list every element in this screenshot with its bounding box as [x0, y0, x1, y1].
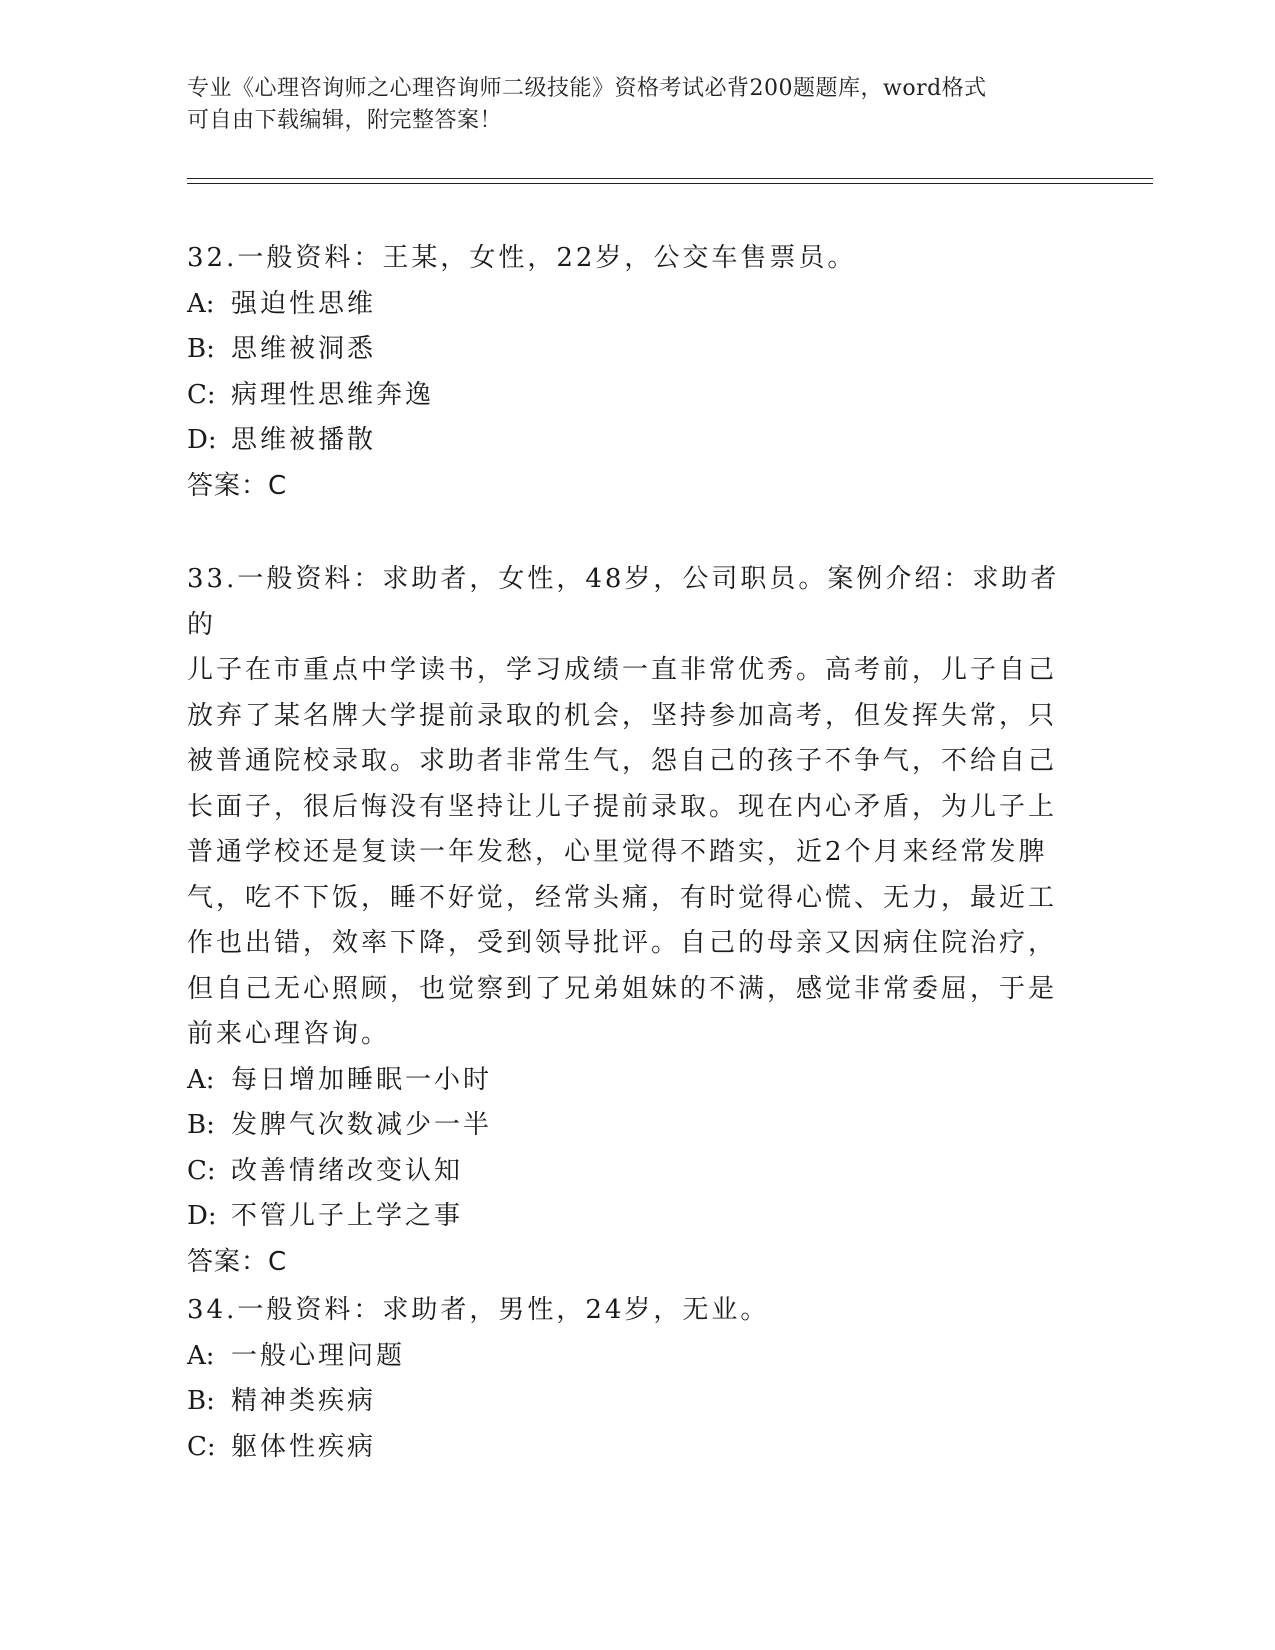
option-a — [187, 1058, 1087, 1104]
option-key: C: — [187, 1155, 216, 1186]
option-c — [187, 1149, 1087, 1195]
option-key: B: — [187, 1110, 215, 1140]
option-key: B: — [187, 334, 215, 364]
option-text: 一般心理问题 — [231, 1340, 406, 1371]
question-stem-line: 前来心理咨询。 — [187, 1019, 391, 1049]
question-stem: 32.一般资料：王某，女性，22岁，公交车售票员。 — [187, 243, 857, 273]
option-a — [187, 282, 1087, 328]
question-stem-line: 普通学校还是复读一年发愁，心里觉得不踏实，近2个月来经常发脾 — [187, 837, 1048, 867]
header-line-1: 专业《心理咨询师之心理咨询师二级技能》资格考试必背200题题库，word格式 — [187, 76, 987, 101]
option-key: A: — [187, 1340, 215, 1371]
option-c — [187, 373, 1087, 419]
question-stem-line: 但自己无心照顾，也觉察到了兄弟姐妹的不满，感觉非常委屈，于是 — [187, 973, 1058, 1004]
question-stem: 34.一般资料：求助者，男性，24岁，无业。 — [187, 1295, 770, 1325]
option-key: D: — [187, 425, 217, 455]
option-text: 精神类疾病 — [231, 1386, 377, 1416]
option-key: A: — [187, 1064, 215, 1095]
option-key: B: — [187, 1386, 215, 1416]
answer-line: 答案：C — [187, 1246, 288, 1277]
question-stem-line: 放弃了某名牌大学提前录取的机会，坚持参加高考，但发挥失常，只 — [187, 700, 1058, 731]
option-text: 每日增加睡眠一小时 — [231, 1064, 493, 1095]
question-32 — [187, 236, 1087, 509]
option-a — [187, 1334, 1087, 1380]
option-b — [187, 1103, 1087, 1149]
header-line-2: 可自由下载编辑，附完整答案！ — [187, 108, 503, 133]
option-b — [187, 327, 1087, 373]
option-c — [187, 1425, 1087, 1471]
question-33 — [187, 557, 1087, 1285]
question-stem-line: 作也出错，效率下降，受到领导批评。自己的母亲又因病住院治疗， — [187, 928, 1058, 958]
option-text: 强迫性思维 — [231, 288, 377, 319]
answer-line: 答案：C — [187, 470, 288, 501]
header-divider-bottom — [187, 183, 1153, 184]
option-text: 思维被洞悉 — [231, 334, 377, 364]
option-text: 发脾气次数减少一半 — [231, 1110, 493, 1140]
option-d — [187, 418, 1087, 464]
option-text: 病理性思维奔逸 — [231, 379, 435, 410]
option-text: 改善情绪改变认知 — [231, 1155, 464, 1186]
option-text: 不管儿子上学之事 — [231, 1201, 464, 1231]
option-key: C: — [187, 1431, 216, 1462]
document-header — [187, 73, 1067, 137]
option-text: 思维被播散 — [231, 425, 377, 455]
option-key: D: — [187, 1201, 217, 1231]
option-key: A: — [187, 288, 215, 319]
option-d — [187, 1194, 1087, 1240]
question-stem-line: 长面子，很后悔没有坚持让儿子提前录取。现在内心矛盾，为儿子上 — [187, 791, 1058, 822]
question-stem-line: 儿子在市重点中学读书，学习成绩一直非常优秀。高考前，儿子自己 — [187, 655, 1058, 685]
option-key: C: — [187, 379, 216, 410]
option-text: 躯体性疾病 — [231, 1431, 377, 1462]
question-stem-line: 被普通院校录取。求助者非常生气，怨自己的孩子不争气，不给自己 — [187, 746, 1058, 776]
option-b — [187, 1379, 1087, 1425]
question-34 — [187, 1288, 1087, 1470]
header-divider-top — [187, 178, 1153, 179]
question-stem-line: 33.一般资料：求助者，女性，48岁，公司职员。案例介绍：求助者的 — [187, 564, 1060, 640]
question-stem-line: 气，吃不下饭，睡不好觉，经常头痛，有时觉得心慌、无力，最近工 — [187, 882, 1058, 913]
